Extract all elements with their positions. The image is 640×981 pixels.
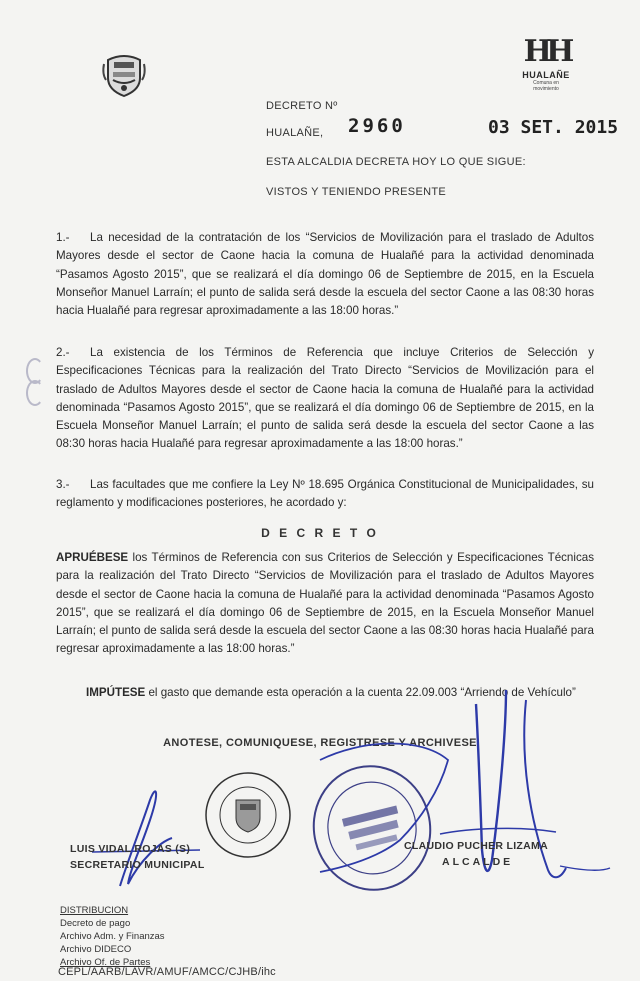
imputese-text: el gasto que demande esta operación a la cuenta 22.09.003 “Arriendo de Vehículo” bbox=[145, 686, 576, 699]
distribution-item: Archivo DIDECO bbox=[60, 944, 132, 955]
alcaldia-line: ESTA ALCALDIA DECRETA HOY LO QUE SIGUE: bbox=[266, 156, 526, 168]
initials-footer: CEPL/AARB/LAVR/AMUF/AMCC/CJHB/ihc bbox=[58, 966, 276, 978]
distribution-item: Archivo Adm. y Finanzas bbox=[60, 931, 165, 942]
secretary-signature-block bbox=[70, 841, 205, 873]
imputese-lead: IMPÚTESE bbox=[86, 686, 146, 699]
mayor-name: CLAUDIO PUCHER LIZAMA bbox=[404, 840, 548, 852]
closing-formula: ANOTESE, COMUNIQUESE, REGISTRESE Y ARCHIVESE bbox=[163, 737, 477, 749]
decreto-title: D E C R E T O bbox=[261, 526, 379, 540]
mayor-signature-block bbox=[404, 838, 548, 870]
logo-name: HUALAÑE bbox=[522, 70, 570, 80]
visto-text: Las facultades que me confiere la Ley Nº 18.695 Orgánica Constitucional de Municipalidades, su reglamento y modificaciones posteriores, he acordado y: bbox=[56, 478, 594, 510]
resolution-text: los Términos de Referencia con sus Criterios de Selección y Especificaciones Técnicas para la realización del Trato Directo “Servicios de Movilización para el traslado de Adultos Mayores desde el sector de Caone hacia la comuna de Hualañé para la actividad denominada “Pasamos Agosto 2015”, que se realizará el día domingo 06 de Septiembre de 2015, en la Escuela Monseñor Manuel Larraín; el punto de salida será desde la escuela del sector Caone a las 08:30 horas hacia Hualañé para regresar aproximadamente a las 18:00 horas.” bbox=[56, 551, 594, 656]
mayor-role: ALCALDE bbox=[442, 856, 514, 868]
distribution-item: Decreto de pago bbox=[60, 918, 131, 929]
secretary-role: SECRETARIO MUNICIPAL bbox=[70, 859, 205, 871]
punch-hole-icon bbox=[26, 380, 44, 406]
visto-number: 3.- bbox=[56, 478, 70, 491]
secretary-name: LUIS VIDAL ROJAS (S) bbox=[70, 843, 191, 855]
distribution-title: DISTRIBUCION bbox=[60, 905, 129, 916]
distribution-item: Archivo Of. de Partes bbox=[60, 957, 151, 968]
mayor-seal-icon bbox=[301, 754, 444, 902]
hualane-logo-mark: HH bbox=[523, 34, 569, 69]
visto-text: La existencia de los Términos de Referencia que incluye Criterios de Selección y Especificaciones Técnicas para la realización del Trato Directo “Servicios de Movilización para el traslado de Adultos Mayores desde el sector de Caone hacia la comuna de Hualañé para la actividad denominada “Pasamos Agosto 2015”, que se realizará el día domingo 06 de Septiembre de 2015, en la Escuela Monseñor Manuel Larraín; el punto de salida será desde la escuela del sector Caone a las 08:30 horas hacia Hualañé para regresar aproximadamente a las 18:00 horas.” bbox=[56, 346, 594, 451]
logo-tagline: Comuna en movimiento bbox=[533, 80, 559, 92]
hualane-label: HUALAÑE, bbox=[266, 127, 324, 139]
decree-date-stamp: 03 SET. 2015 bbox=[488, 117, 619, 138]
decree-number-stamp: 2960 bbox=[348, 115, 406, 137]
visto-number: 1.- bbox=[56, 231, 70, 244]
decreto-label: DECRETO Nº bbox=[266, 100, 338, 112]
vistos-line: VISTOS Y TENIENDO PRESENTE bbox=[266, 186, 446, 198]
municipal-secretary-seal-icon bbox=[206, 773, 290, 857]
distribution-list bbox=[60, 904, 165, 969]
visto-text: La necesidad de la contratación de los “Servicios de Movilización para el traslado de Adultos Mayores desde el sector de Caone hacia la comuna de Hualañé para la actividad denominada “Pasamos Agosto 2015”, que se realizará el día domingo 06 de Septiembre de 2015, en la Escuela Monseñor Manuel Larraín; el punto de salida será desde la escuela del sector Caone a las 08:30 horas hacia Hualañé para regresar aproximadamente a las 18:00 horas.” bbox=[56, 231, 594, 318]
visto-number: 2.- bbox=[56, 346, 70, 359]
resolution-lead: APRUÉBESE bbox=[56, 551, 129, 564]
